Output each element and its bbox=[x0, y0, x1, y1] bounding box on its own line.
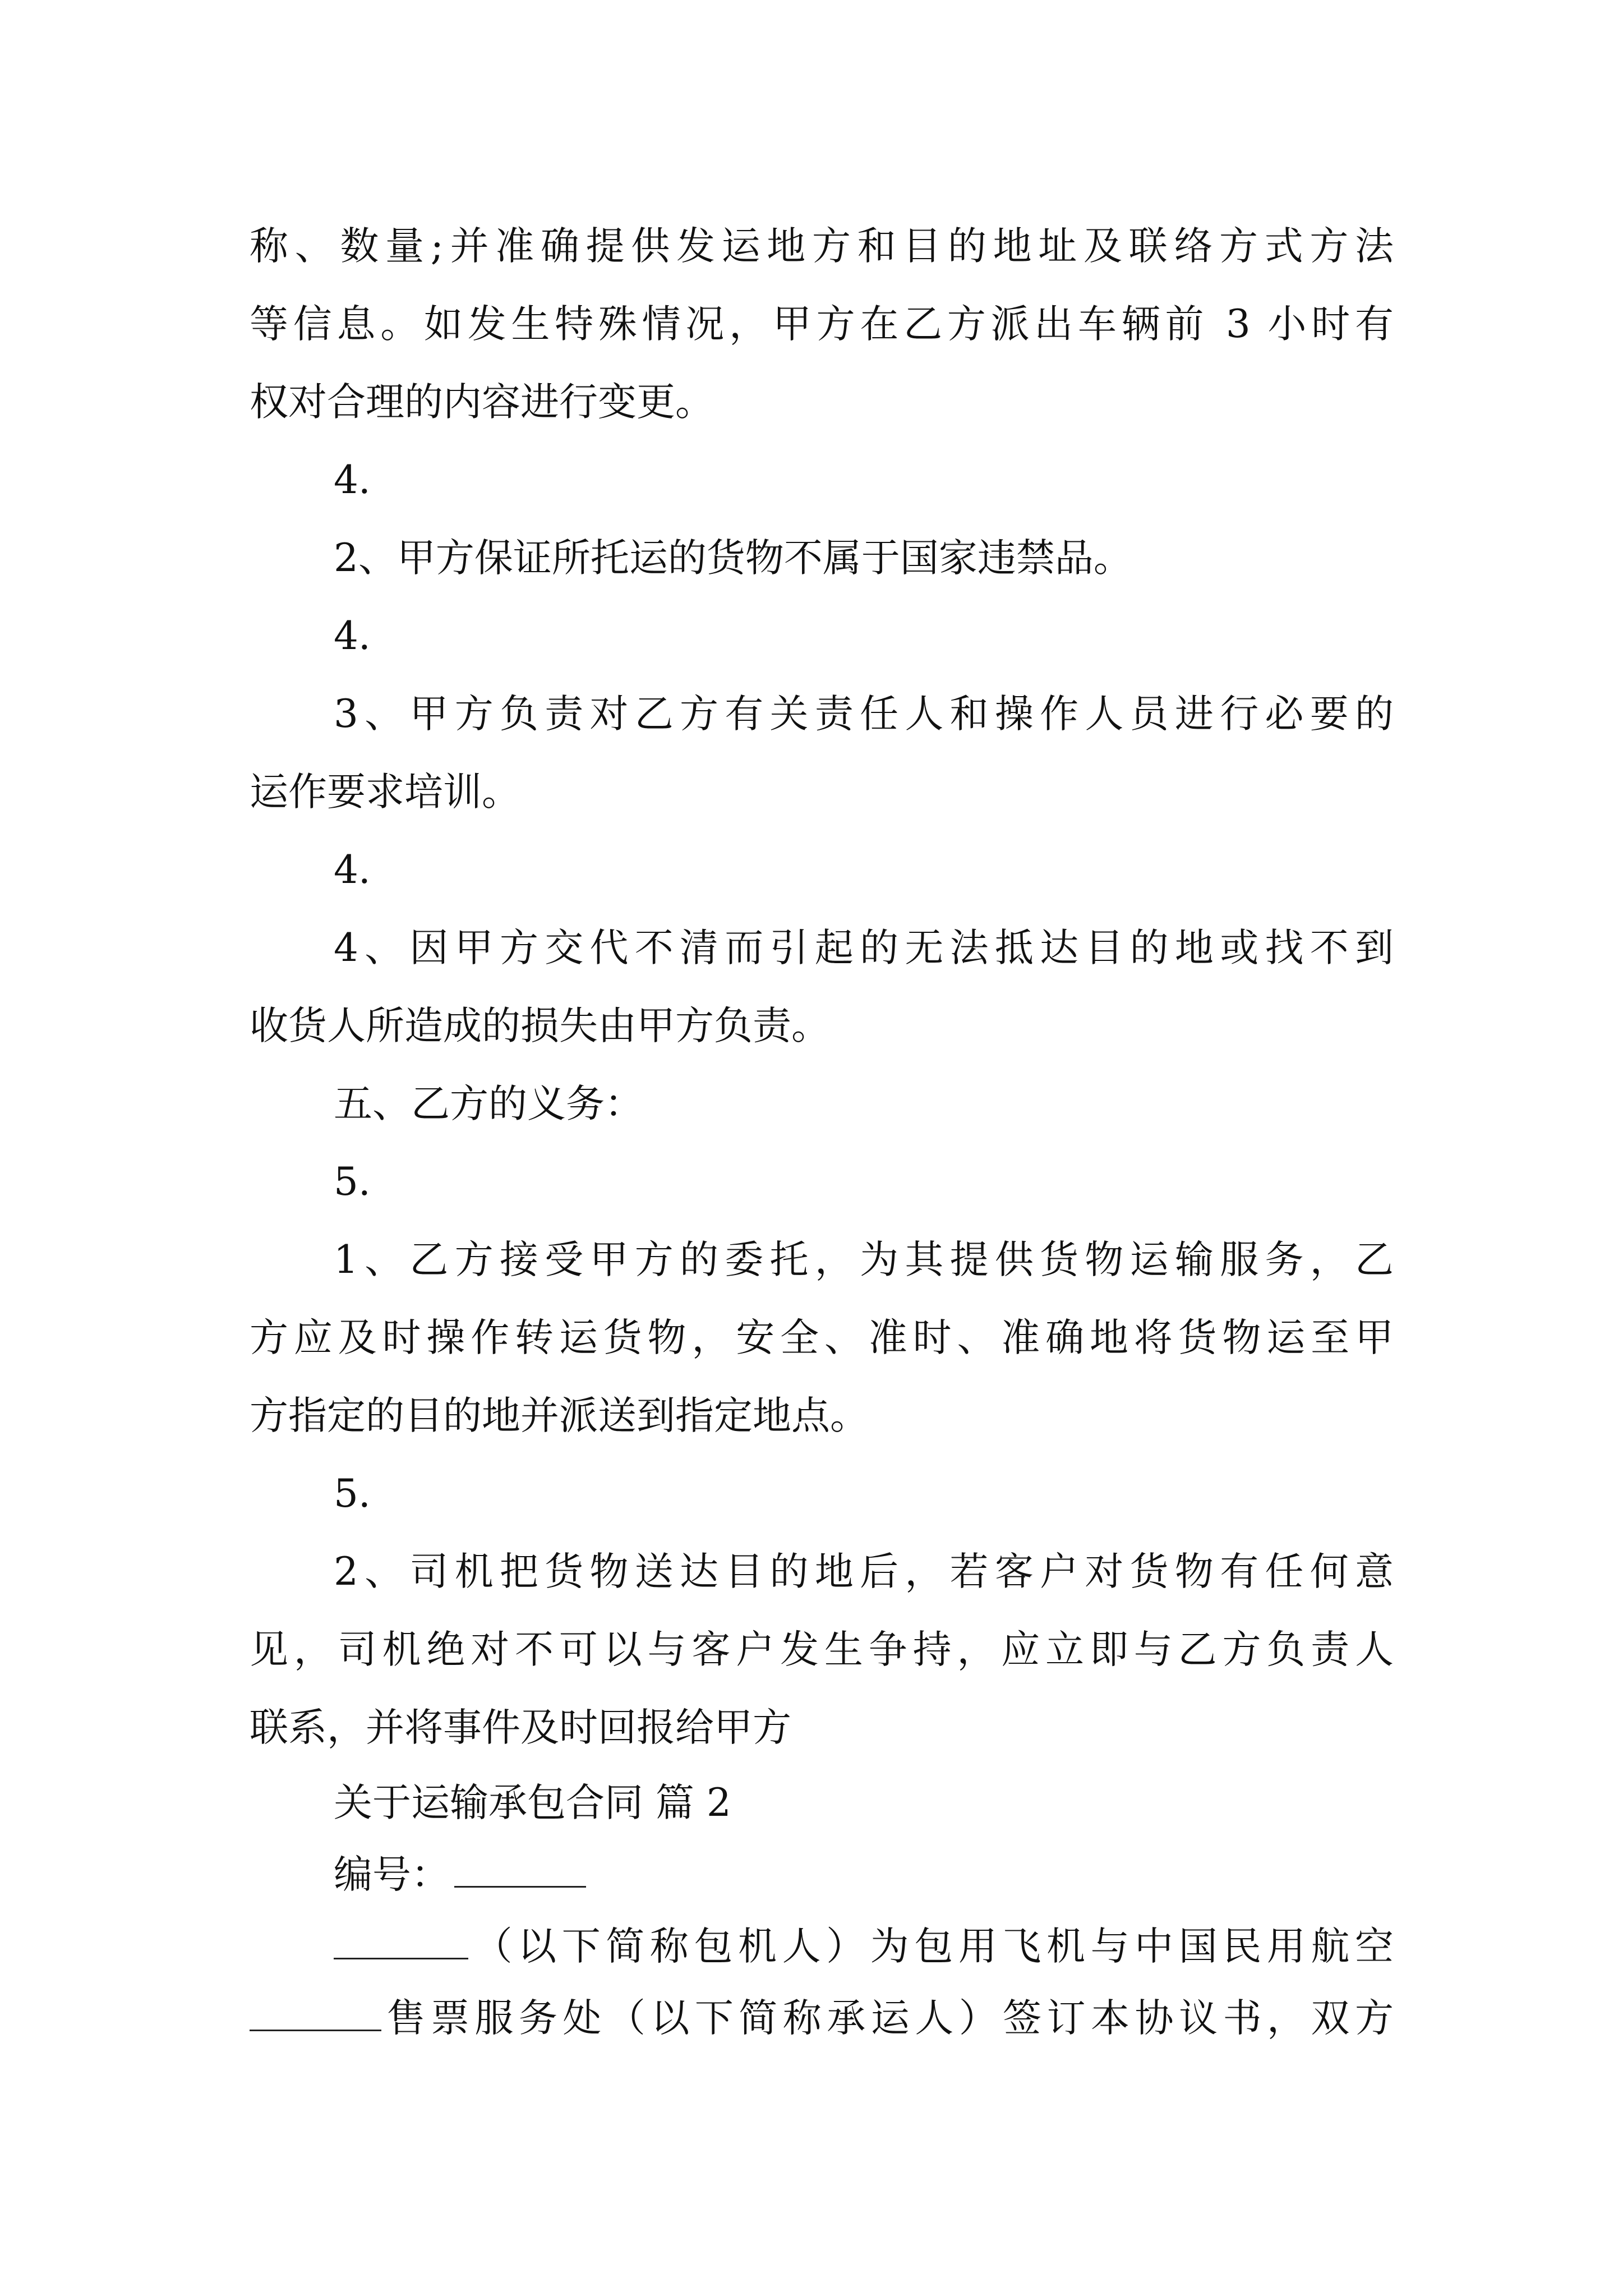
body-line: 4、因甲方交代不清而引起的无法抵达目的地或找不到 bbox=[334, 926, 1394, 970]
section-number: 4. bbox=[334, 614, 371, 659]
body-line: 3、甲方负责对乙方有关责任人和操作人员进行必要的 bbox=[334, 692, 1394, 737]
body-line: 2、甲方保证所托运的货物不属于国家违禁品。 bbox=[334, 536, 1132, 581]
contract-title: 关于运输承包合同 篇 2 bbox=[334, 1780, 731, 1825]
section-number: 5. bbox=[334, 1471, 371, 1516]
document-body bbox=[250, 208, 1394, 2054]
carrier-blank bbox=[250, 1993, 381, 2031]
contract-number-line bbox=[250, 1839, 1394, 1911]
section-number: 4. bbox=[334, 848, 371, 892]
number-label: 编号： bbox=[334, 1852, 450, 1897]
party-line-2 bbox=[250, 1982, 1394, 2054]
body-line: 方应及时操作转运货物，安全、准时、准确地将货物运至甲 bbox=[250, 1315, 1394, 1360]
body-line: 等信息。如发生特殊情况，甲方在乙方派出车辆前 3 小时有 bbox=[250, 302, 1394, 347]
section-heading: 五、乙方的义务： bbox=[334, 1082, 643, 1126]
body-line: 权对合理的内容进行变更。 bbox=[250, 380, 714, 425]
body-line: 2、司机把货物送达目的地后，若客户对货物有任何意 bbox=[334, 1549, 1394, 1594]
body-line: 1、乙方接受甲方的委托，为其提供货物运输服务，乙 bbox=[334, 1237, 1394, 1282]
charterer-blank bbox=[334, 1921, 468, 1959]
number-blank bbox=[454, 1849, 586, 1888]
section-number: 4. bbox=[334, 458, 371, 503]
party-text-2: 售票服务处（以下简称承运人）签订本协议书，双方 bbox=[381, 1996, 1394, 2041]
party-line-1 bbox=[250, 1911, 1394, 1982]
body-line: 运作要求培训。 bbox=[250, 770, 520, 815]
body-line: 收货人所造成的损失由甲方负责。 bbox=[250, 1004, 830, 1048]
section-number: 5. bbox=[334, 1159, 371, 1204]
body-line: 方指定的目的地并派送到指定地点。 bbox=[250, 1393, 869, 1438]
body-line: 见，司机绝对不可以与客户发生争持，应立即与乙方负责人 bbox=[250, 1627, 1394, 1672]
body-line: 称、数量;并准确提供发运地方和目的地址及联络方式方法 bbox=[250, 224, 1394, 269]
body-line: 联系，并将事件及时回报给甲方 bbox=[250, 1705, 791, 1750]
party-text-1: （以下简称包机人）为包用飞机与中国民用航空 bbox=[468, 1924, 1394, 1969]
